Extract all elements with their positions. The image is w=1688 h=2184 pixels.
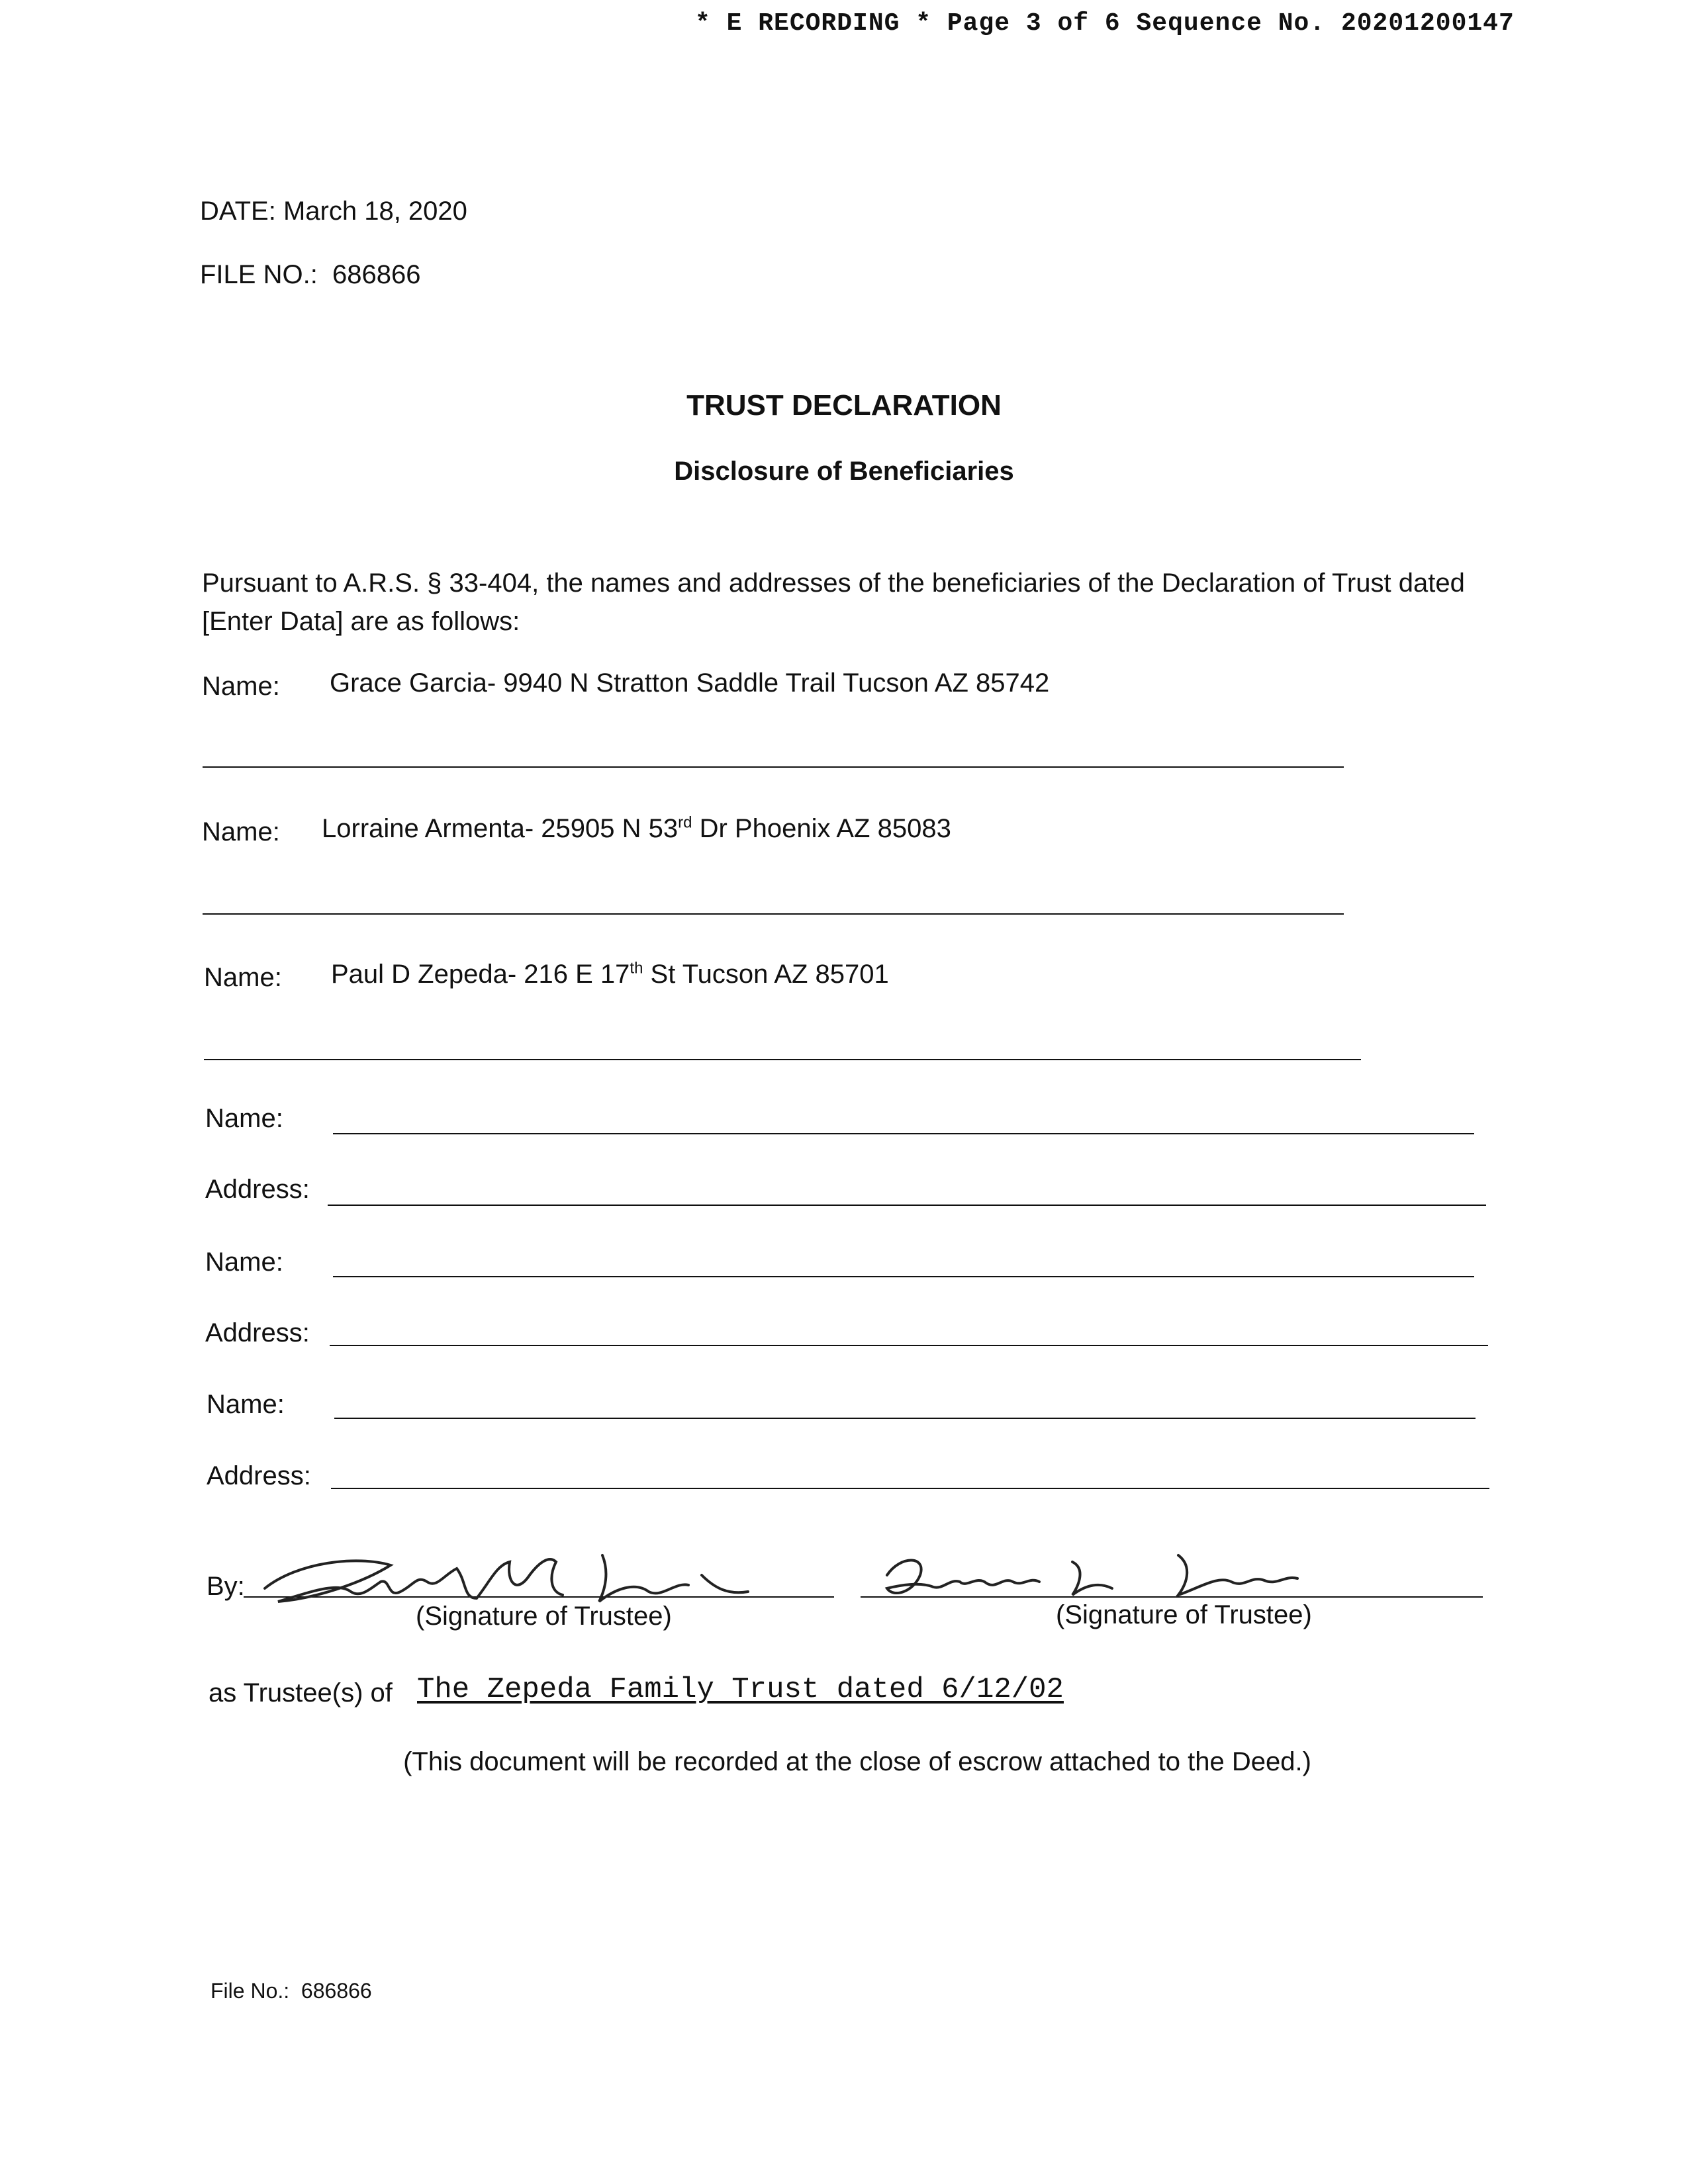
blank-2-name-field[interactable] <box>333 1276 1474 1277</box>
recording-note: (This document will be recorded at the close of escrow attached to the Deed.) <box>403 1747 1311 1776</box>
beneficiary-3-address-end: St Tucson AZ 85701 <box>643 960 889 989</box>
blank-2-name-label: Name: <box>205 1248 283 1277</box>
by-label: By: <box>207 1572 245 1601</box>
document-subtitle: Disclosure of Beneficiaries <box>674 457 1014 486</box>
blank-3-address-field[interactable] <box>331 1488 1489 1489</box>
signature-caption-left: (Signature of Trustee) <box>416 1602 672 1631</box>
beneficiary-1-entry <box>330 668 1049 698</box>
beneficiary-2-entry <box>322 814 951 844</box>
date-label: DATE: <box>200 197 276 226</box>
trust-name: The Zepeda Family Trust dated 6/12/02 <box>417 1673 1064 1706</box>
beneficiary-3-name-label: Name: <box>204 963 282 992</box>
blank-3-name-field[interactable] <box>334 1418 1476 1419</box>
beneficiary-3-ordinal: th <box>630 959 643 978</box>
footer-file-label: File No.: <box>211 1979 290 2003</box>
date-line <box>200 197 467 226</box>
beneficiary-2-rule <box>203 913 1344 915</box>
beneficiary-3-address-start: - 216 E 17 <box>507 960 630 989</box>
recording-header: * E RECORDING * Page 3 of 6 Sequence No. 20201200147 <box>695 9 1515 38</box>
blank-3-address-label: Address: <box>207 1461 311 1490</box>
footer-file-value: 686866 <box>301 1979 372 2003</box>
document-title: TRUST DECLARATION <box>686 389 1002 422</box>
beneficiary-2-ordinal: rd <box>678 813 692 832</box>
beneficiary-1-name-label: Name: <box>202 672 280 701</box>
blank-3-name-label: Name: <box>207 1390 285 1419</box>
blank-1-address-field[interactable] <box>328 1205 1486 1206</box>
beneficiary-2-name: Lorraine Armenta <box>322 814 525 843</box>
beneficiary-3-rule <box>204 1059 1361 1060</box>
blank-1-name-field[interactable] <box>333 1133 1474 1134</box>
trustee-prefix: as Trustee(s) of <box>209 1678 393 1707</box>
beneficiary-3-entry <box>331 960 889 989</box>
beneficiary-1-address: - 9940 N Stratton Saddle Trail Tucson AZ 85742 <box>487 668 1050 698</box>
beneficiary-1-name: Grace Garcia <box>330 668 487 698</box>
beneficiary-3-name: Paul D Zepeda <box>331 960 508 989</box>
beneficiary-2-address-end: Dr Phoenix AZ 85083 <box>692 814 951 843</box>
blank-1-address-label: Address: <box>205 1175 310 1204</box>
file-number-line <box>200 260 421 290</box>
blank-2-address-field[interactable] <box>330 1345 1488 1346</box>
intro-paragraph: Pursuant to A.R.S. § 33-404, the names and addresses of the beneficiaries of the Declaration of Trust dated [Enter Data] are as follows: <box>202 569 1465 636</box>
beneficiary-2-address-start: - 25905 N 53 <box>524 814 679 843</box>
beneficiary-1-rule <box>203 766 1344 768</box>
blank-2-address-label: Address: <box>205 1318 310 1347</box>
file-number-value: 686866 <box>332 260 421 289</box>
blank-1-name-label: Name: <box>205 1104 283 1133</box>
date-value: March 18, 2020 <box>283 197 467 226</box>
file-number-label: FILE NO.: <box>200 260 318 289</box>
beneficiary-2-name-label: Name: <box>202 817 280 846</box>
footer-file-number <box>211 1979 372 2003</box>
signature-caption-right: (Signature of Trustee) <box>1056 1600 1312 1629</box>
